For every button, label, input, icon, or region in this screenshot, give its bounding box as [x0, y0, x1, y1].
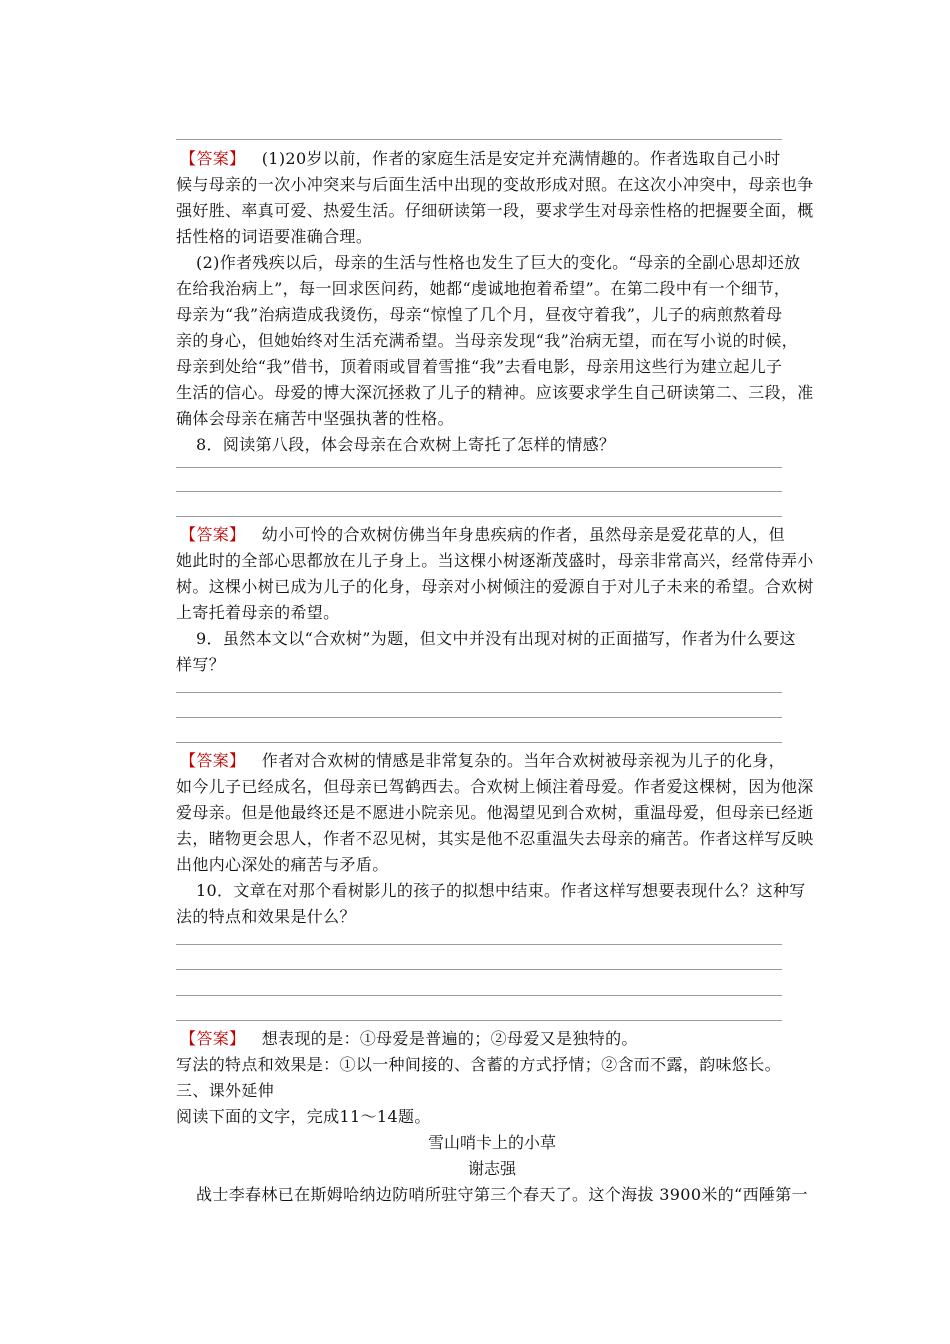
- answer-1-line-1: 【答案】 (1)20岁以前，作者的家庭生活是安定并充满情趣的。作者选取自己小时: [180, 149, 781, 168]
- answer-8-line-4: 上寄托着母亲的希望。: [176, 603, 340, 622]
- answer-blank-line: [176, 516, 782, 517]
- answer-blank-line: [176, 491, 782, 492]
- answer-9-line-4: 去，睹物更会思人，作者不忍见树，其实是他不忍重温失去母亲的痛苦。作者这样写反映: [176, 829, 814, 848]
- answer-tag: 【答案】: [180, 149, 246, 168]
- answer-blank-line: [176, 742, 782, 743]
- answer-tag: 【答案】: [180, 525, 246, 544]
- answer-10-line-1: 【答案】 想表现的是：①母爱是普遍的；②母爱又是独特的。: [180, 1029, 638, 1048]
- answer-9-line-5: 出他内心深处的痛苦与矛盾。: [176, 855, 389, 874]
- answer-8-line-3: 树。这棵小树已成为儿子的化身，母亲对小树倾注的爱源自于对儿子未来的希望。合欢树: [176, 577, 814, 596]
- question-10-line-2: 法的特点和效果是什么？: [176, 907, 356, 926]
- answer-1-line-11: 确体会母亲在痛苦中坚强执著的性格。: [176, 409, 454, 428]
- answer-1-line-5: (2)作者残疾以后，母亲的生活与性格也发生了巨大的变化。“母亲的全副心思却还放: [196, 253, 801, 272]
- answer-1-line-10: 生活的信心。母爱的博大深沉拯救了儿子的精神。应该要求学生自己研读第二、三段，准: [176, 383, 814, 402]
- story-first-line: 战士李春林已在斯姆哈纳边防哨所驻守第三个春天了。这个海拔 3900米的“西陲第一: [196, 1185, 808, 1204]
- answer-1-line-9: 母亲到处给“我”借书，顶着雨或冒着雪推“我”去看电影，母亲用这些行为建立起儿子: [176, 357, 783, 376]
- reading-instruction: 阅读下面的文字，完成11～14题。: [176, 1107, 431, 1126]
- answer-8-line-2: 她此时的全部心思都放在儿子身上。当这棵小树逐渐茂盛时，母亲非常高兴，经常侍弄小: [176, 551, 814, 570]
- story-author: 谢志强: [467, 1159, 516, 1178]
- answer-divider: [176, 139, 782, 140]
- answer-1-line-4: 括性格的词语要准确合理。: [176, 227, 373, 246]
- answer-tag: 【答案】: [180, 751, 246, 770]
- answer-blank-line: [176, 717, 782, 718]
- answer-blank-line: [176, 944, 782, 945]
- question-8: 8．阅读第八段，体会母亲在合欢树上寄托了怎样的情感？: [196, 435, 616, 454]
- question-9-line-1: 9．虽然本文以“合欢树”为题，但文中并没有出现对树的正面描写，作者为什么要这: [196, 629, 796, 648]
- answer-9-line-1: 【答案】 作者对合欢树的情感是非常复杂的。当年合欢树被母亲视为儿子的化身，: [180, 751, 785, 770]
- question-9-line-2: 样写？: [176, 655, 226, 674]
- answer-blank-line: [176, 969, 782, 970]
- answer-8-line-1: 【答案】 幼小可怜的合欢树仿佛当年身患疾病的作者，虽然母亲是爱花草的人，但: [180, 525, 785, 544]
- section-heading: 三、课外延伸: [176, 1081, 275, 1100]
- answer-blank-line: [176, 995, 782, 996]
- answer-tag: 【答案】: [180, 1029, 246, 1048]
- answer-10-line-2: 写法的特点和效果是：①以一种间接的、含蓄的方式抒情；②含而不露，韵味悠长。: [176, 1055, 781, 1074]
- answer-1-line-2: 候与母亲的一次小冲突来与后面生活中出现的变故形成对照。在这次小冲突中，母亲也争: [176, 175, 814, 194]
- answer-blank-line: [176, 692, 782, 693]
- answer-9-line-3: 爱母亲。但是他最终还是不愿进小院亲见。他渴望见到合欢树，重温母爱，但母亲已经逝: [176, 803, 814, 822]
- answer-1-line-8: 亲的身心，但她始终对生活充满希望。当母亲发现“我”治病无望，而在写小说的时候，: [176, 331, 799, 350]
- answer-9-line-2: 如今儿子已经成名，但母亲已驾鹤西去。合欢树上倾注着母爱。作者爱这棵树，因为他深: [176, 777, 814, 796]
- answer-blank-line: [176, 467, 782, 468]
- question-10-line-1: 10．文章在对那个看树影儿的孩子的拟想中结束。作者这样写想要表现什么？这种写: [196, 881, 806, 900]
- answer-1-line-7: 母亲为“我”治病造成我烫伤，母亲“惊惶了几个月，昼夜守着我”，儿子的病煎熬着母: [176, 305, 783, 324]
- answer-1-line-6: 在给我治病上”，每一回求医问药，她都“虔诚地抱着希望”。在第二段中有一个细节，: [176, 279, 791, 298]
- story-title: 雪山哨卡上的小草: [427, 1133, 556, 1152]
- answer-1-line-3: 强好胜、率真可爱、热爱生活。仔细研读第一段，要求学生对母亲性格的把握要全面，概: [176, 201, 814, 220]
- answer-blank-line: [176, 1020, 782, 1021]
